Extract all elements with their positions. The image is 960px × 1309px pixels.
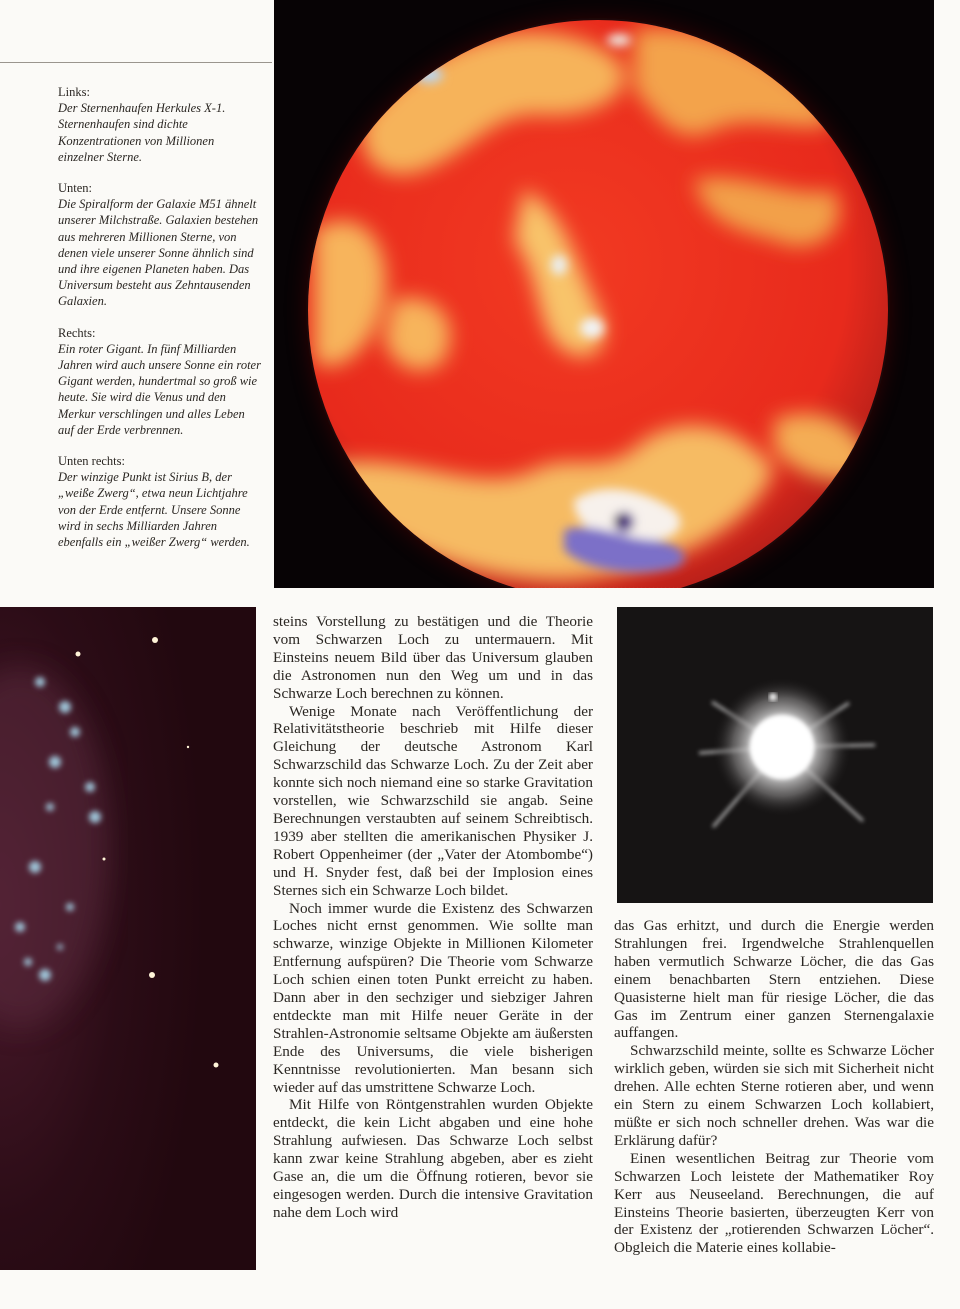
- red-giant-photo: [274, 0, 934, 588]
- red-giant-image: [274, 0, 934, 588]
- galaxy-image: [0, 607, 256, 1270]
- caption-text: Der winzige Punkt ist Sirius B, der „weiße Zwerg“, etwa neun Lichtjahre von der Erde entfernt. Unsere Sonne wird in sechs Milliarden Jahren ebenfalls ein „weißer Zwerg“ werden.: [58, 470, 250, 550]
- caption-rule: [0, 62, 272, 63]
- caption-block: [58, 84, 263, 565]
- caption-text: Die Spiralform der Galaxie M51 ähnelt unserer Milchstraße. Galaxien bestehen aus mehreren Millionen Sterne, von denen viele unserer Sonne ähnlich sind und ihre eigenen Planeten haben. Das Universum besteht aus Zehntausenden Galaxien.: [58, 197, 259, 309]
- caption-below-right: [58, 453, 263, 550]
- caption-left: [58, 84, 263, 165]
- article-paragraph: Noch immer wurde die Existenz des Schwarzen Loches nicht ernst genommen. Wie sollte man schwarze, winzige Objekte in Millionen Kilometer Entfernung aufspüren? Die Theorie vom Schwarze Loch schien einen toten Punkt erreicht zu haben. Dann aber in den sechziger und siebziger Jahren entdeckte man mit Hilfe neuer Geräte in der Strahlen-Astronomie seltsame Objekte am äußersten Ende des Universums, die viele bisherigen Kenntnisse revolutionierten. Man besann sich wieder auf das umstrittene Schwarze Loch.: [273, 899, 593, 1096]
- caption-heading: Rechts:: [58, 325, 96, 340]
- caption-heading: Links:: [58, 85, 90, 99]
- galaxy-m51-photo: [0, 607, 256, 1270]
- article-paragraph: Wenige Monate nach Veröffentlichung der Relativitätstheorie beschrieb mit Hilfe dieser Gleichung der deutsche Astronom Karl Schwarzschild das Schwarze Loch. Zu der Zeit aber konnte sich noch niemand eine so starke Gravitation vorstellen, wie Schwarzschild sie angab. Seine Berechnungen verstaubten auf seinem Schreibtisch. 1939 aber stellten die amerikanischen Physiker J. Robert Oppenheimer (der „Vater der Atombombe“) und H. Snyder fest, daß bei der Implosion eines Sternes sich ein Schwarze Loch bildet.: [273, 702, 593, 899]
- article-paragraph: Einen wesentlichen Beitrag zur Theorie vom Schwarzen Loch leistete der Mathematiker Roy Kerr aus Neuseeland. Berechnungen, die auf Einsteins Theorie basierten, überzeugten Kerr von der Existenz der „rotierenden Schwarzen Löcher“. Obgleich die Materie eines kollabie-: [614, 1149, 934, 1257]
- caption-text: Der Sternenhaufen Herkules X-1. Sternenhaufen sind dichte Konzentrationen von Millionen einzelner Sterne.: [58, 101, 226, 164]
- sirius-b-photo: [617, 607, 933, 903]
- article-column-right: [614, 917, 934, 1257]
- article-paragraph: Mit Hilfe von Röntgenstrahlen wurden Objekte entdeckt, die kein Licht abgaben und eine hohe Strahlung aufwiesen. Das Schwarze Loch selbst kann zwar keine Strahlung abgeben, aber es zieht Gase an, die um die Öffnung rotieren, bevor sie eingesogen werden. Durch die intensive Gravitation nahe dem Loch wird: [273, 1096, 593, 1221]
- article-paragraph: das Gas erhitzt, und durch die Energie werden Strahlungen frei. Irgendwelche Strahlenquellen haben vermutlich Schwarze Löcher, die das Gas einem benachbarten Stern entziehen. Diese Quasisterne hielt man für riesige Löcher, die das Gas im Zentrum einer ganzen Sternengalaxie auffangen.: [614, 917, 934, 1042]
- sirius-image: [617, 607, 933, 903]
- article-paragraph: Schwarzschild meinte, sollte es Schwarze Löcher wirklich geben, würden sie sich mit Sicherheit nicht drehen. Alle echten Sterne rotieren aber, und wenn ein Stern zu einem Schwarzen Loch kollabiert, müßte er sich noch schneller drehen. Was war die Erklärung dafür?: [614, 1042, 934, 1149]
- caption-below: [58, 180, 263, 310]
- caption-heading: Unten:: [58, 181, 93, 196]
- caption-right: [58, 325, 263, 438]
- article-paragraph: steins Vorstellung zu bestätigen und die Theorie vom Schwarzen Loch zu untermauern. Mit Einsteins neuem Bild über das Universum glauben die Astronomen nun den Weg um und in das Schwarze Loch berechnen zu können.: [273, 613, 593, 702]
- caption-text: Ein roter Gigant. In fünf Milliarden Jahren wird auch unsere Sonne ein roter Gigant werden, hundertmal so groß wie heute. Sie wird die Venus und den Merkur verschlingen und alles Leben auf der Erde verbrennen.: [58, 341, 261, 437]
- article-column-middle: [273, 613, 593, 1222]
- caption-heading: Unten rechts:: [58, 454, 125, 469]
